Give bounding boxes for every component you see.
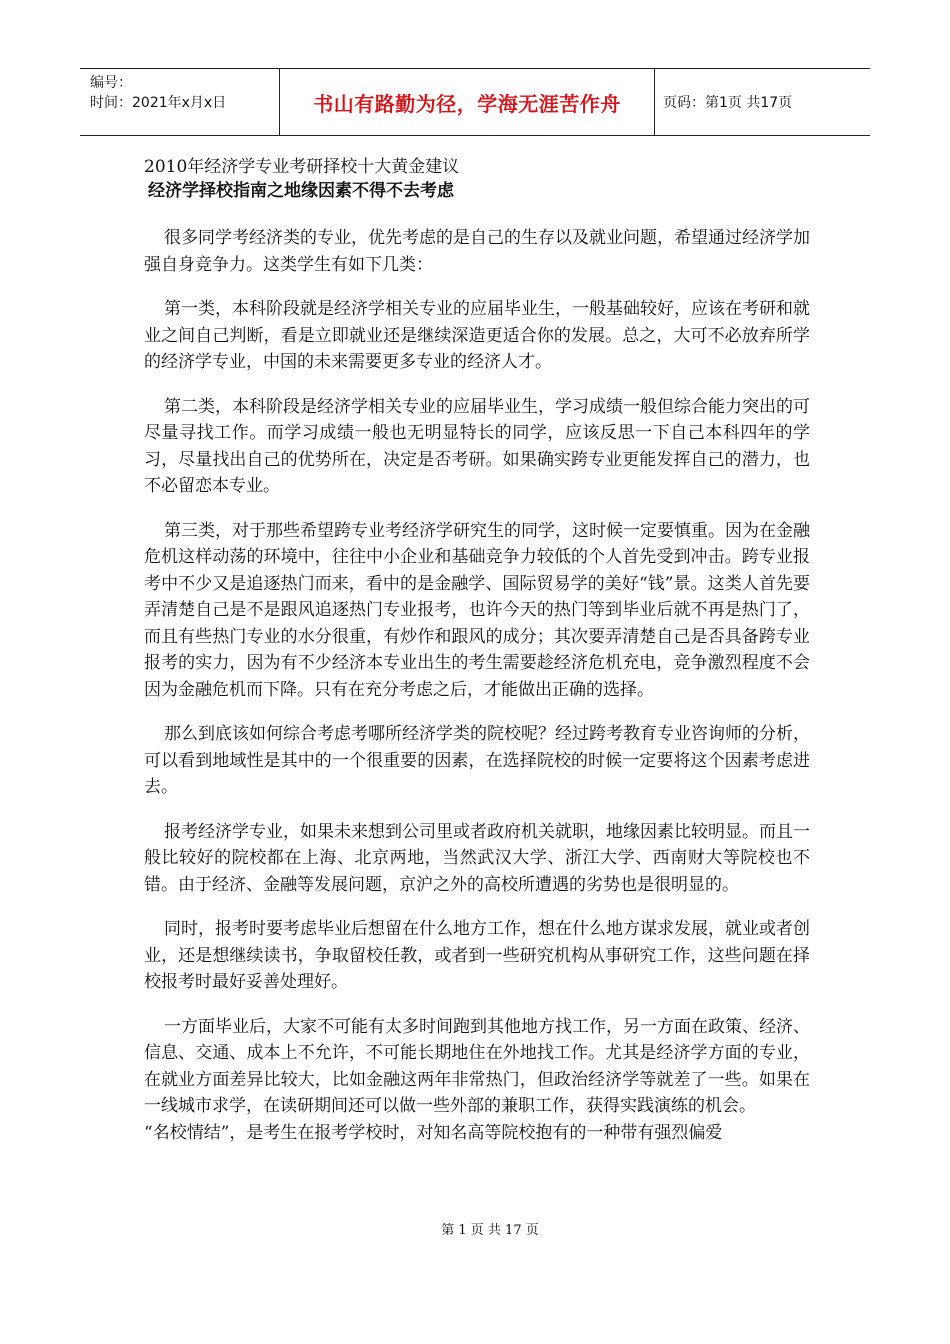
document-subtitle: 经济学择校指南之地缘因素不得不去考虑 — [148, 181, 454, 201]
motto-text: 书山有路勤为径，学海无涯苦作舟 — [313, 91, 621, 116]
header-meta-cell — [80, 69, 280, 135]
paragraph: 很多同学考经济类的专业，优先考虑的是自己的生存以及就业问题，希望通过经济学加强自身竞争力。这类学生有如下几类： — [144, 228, 810, 275]
page-footer: 第 1 页 共 17 页 — [441, 1223, 539, 1238]
paragraph: 第二类，本科阶段是经济学相关专业的应届毕业生，学习成绩一般但综合能力突出的可尽量寻找工作。而学习成绩一般也无明显特长的同学，应该反思一下自己本科四年的学习，尽量找出自己的优势所在，决定是否考研。如果确实跨专业更能发挥自己的潜力，也不必留恋本专业。 — [144, 396, 810, 496]
paragraph: 报考经济学专业，如果未来想到公司里或者政府机关就职，地缘因素比较明显。而且一般比较好的院校都在上海、北京两地，当然武汉大学、浙江大学、西南财大等院校也不错。由于经济、金融等发展问题，京沪之外的高校所遭遇的劣势也是很明显的。 — [144, 821, 810, 895]
paragraph-continued: “名校情结”，是考生在报考学校时，对知名高等院校抱有的一种带有强烈偏爱 — [144, 1122, 723, 1143]
date-label: 时间：2021年x月x日 — [90, 95, 227, 111]
paragraph: 第三类，对于那些希望跨专业考经济学研究生的同学，这时候一定要慎重。因为在金融危机这样动荡的环境中，往往中小企业和基础竞争力较低的个人首先受到冲击。跨专业报考中不少又是追逐热门而来，看中的是金融学、国际贸易学的美好“钱”景。这类人首先要弄清楚自己是不是跟风追逐热门专业报考，也许今天的热门等到毕业后就不再是热门了，而且有些热门专业的水分很重，有炒作和跟风的成分；其次要弄清楚自己是否具备跨专业报考的实力，因为有不少经济本专业出生的考生需要趁经济危机充电，竞争激烈程度不会因为金融危机而下降。只有在充分考虑之后，才能做出正确的选择。 — [144, 520, 810, 700]
paragraph: 一方面毕业后，大家不可能有太多时间跑到其他地方找工作，另一方面在政策、经济、信息、交通、成本上不允许，不可能长期地住在外地找工作。尤其是经济学方面的专业，在就业方面差异比较大，比如金融这两年非常热门，但政治经济学等就差了一些。如果在一线城市求学，在读研期间还可以做一些外部的兼职工作，获得实践演练的机会。 — [144, 1016, 810, 1116]
paragraph: 那么到底该如何综合考虑考哪所经济学类的院校呢？经过跨考教育专业咨询师的分析，可以看到地域性是其中的一个很重要的因素，在选择院校的时候一定要将这个因素考虑进去。 — [144, 724, 810, 797]
header-table — [80, 68, 870, 136]
document-body — [144, 155, 810, 1146]
paragraph: 同时，报考时要考虑毕业后想留在什么地方工作，想在什么地方谋求发展，就业或者创业，还是想继续读书，争取留校任教，或者到一些研究机构从事研究工作，这些问题在择校报考时最好妥善处理好。 — [144, 919, 810, 992]
number-label: 编号： — [90, 75, 132, 91]
header-page-cell — [655, 69, 870, 135]
document-title: 2010年经济学专业考研择校十大黄金建议 — [144, 157, 460, 177]
paragraph: 第一类，本科阶段就是经济学相关专业的应届毕业生，一般基础较好，应该在考研和就业之间自己判断，看是立即就业还是继续深造更适合你的发展。总之，大可不必放弃所学的经济学专业，中国的未来需要更多专业的经济人才。 — [144, 299, 810, 372]
page-number-label: 页码：第1页 共17页 — [663, 95, 793, 111]
header-motto-cell — [280, 69, 655, 135]
